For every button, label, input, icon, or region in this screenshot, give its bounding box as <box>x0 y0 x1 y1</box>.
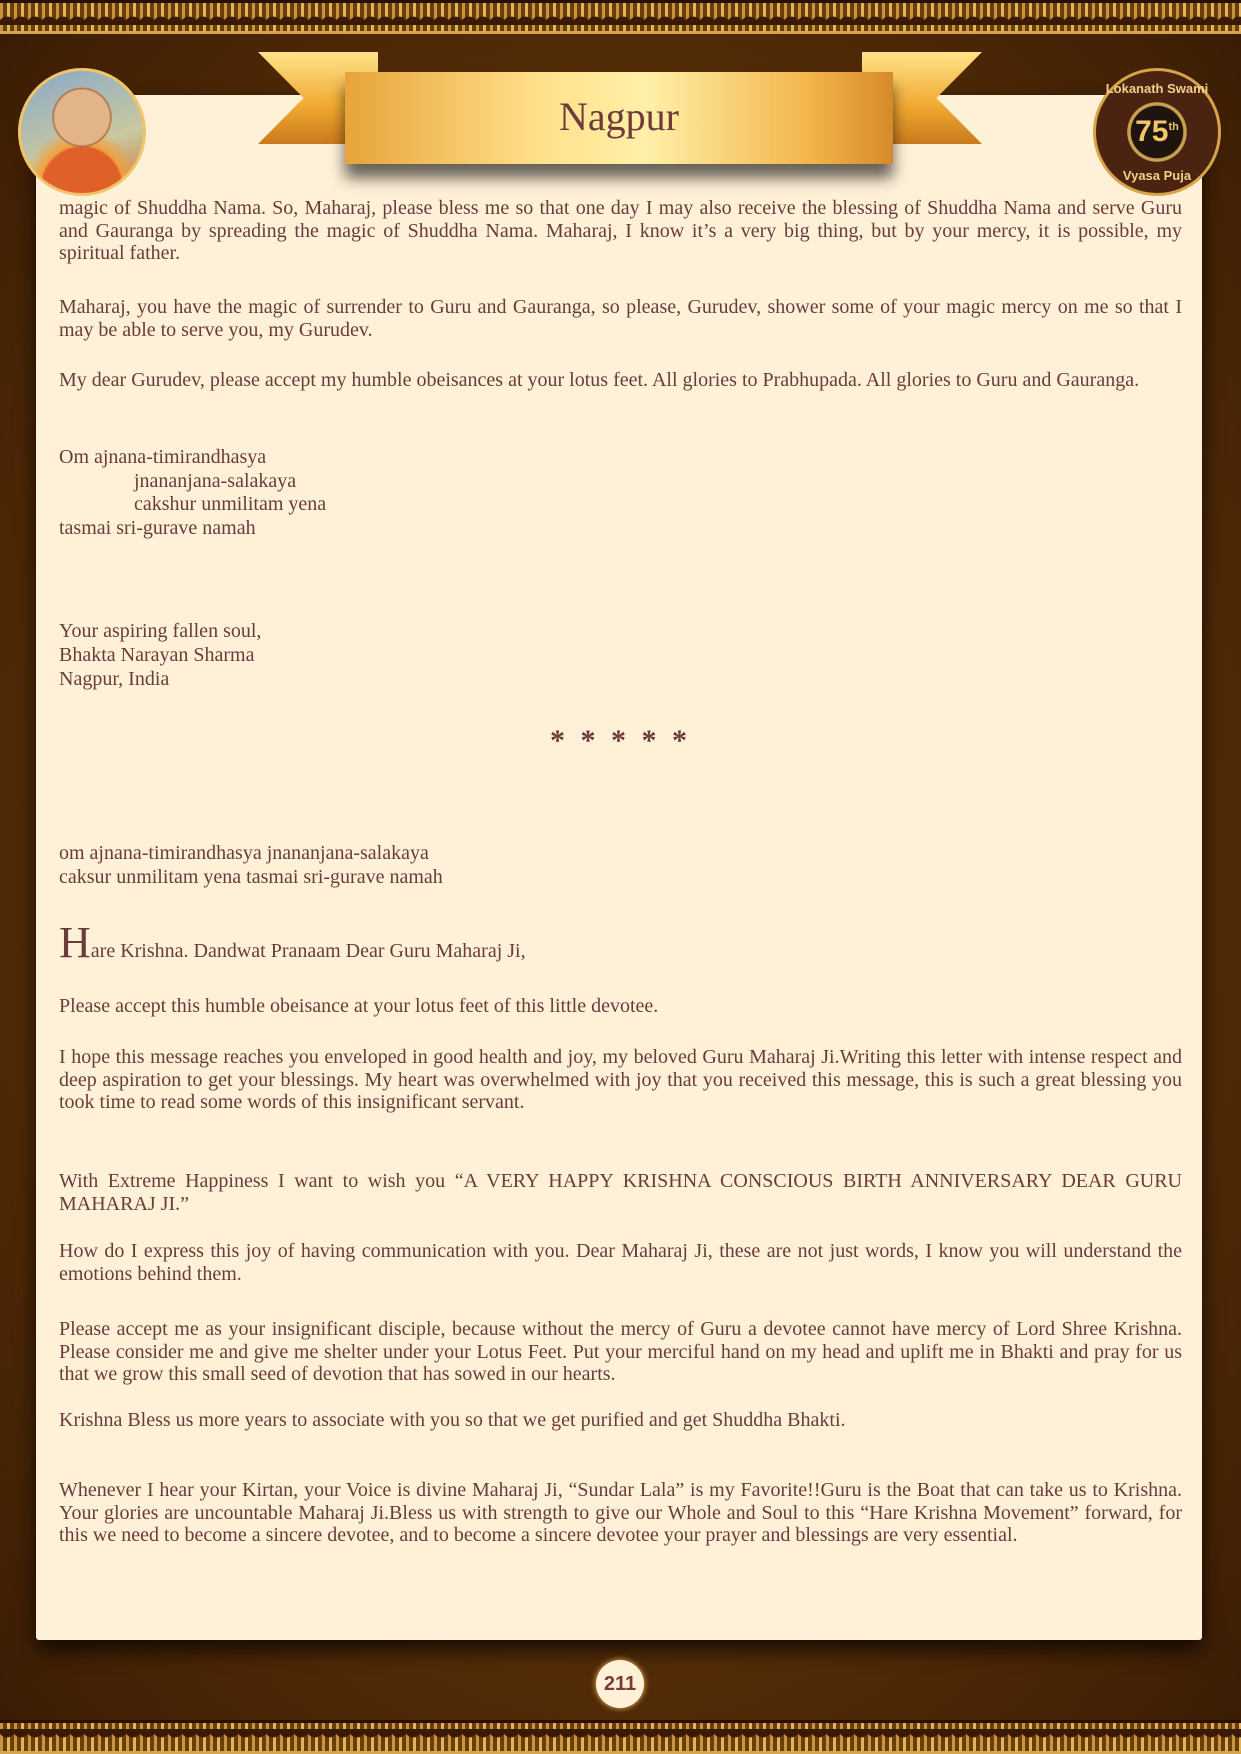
signature-location: Nagpur, India <box>59 668 170 690</box>
signature <box>59 619 1182 691</box>
vyasa-puja-75th-seal-logo <box>1093 68 1221 196</box>
greeting <box>59 918 1182 967</box>
paragraph: Maharaj, you have the magic of surrender to Guru and Gauranga, so please, Gurudev, shower some of your magic mercy on me so that I may be able to serve you, my Gurudev. <box>59 296 1182 341</box>
verse-line: cakshur unmilitam yena <box>134 493 327 515</box>
greeting-text: are Krishna. Dandwat Pranaam Dear Guru Maharaj Ji, <box>90 940 526 962</box>
title-banner <box>345 72 893 164</box>
seal-top-text: Lokanath Swami <box>1105 81 1209 96</box>
page-title: Nagpur <box>559 94 679 139</box>
verse <box>59 446 1182 540</box>
decorative-border-bottom <box>0 1720 1241 1754</box>
verse <box>59 841 1182 889</box>
page-number: 211 <box>596 1660 644 1708</box>
paragraph: How do I express this joy of having communication with you. Dear Maharaj Ji, these are not just words, I know you will understand the emotions behind them. <box>59 1240 1182 1285</box>
verse-line: Om ajnana-timirandhasya <box>59 446 267 468</box>
drop-cap: H <box>59 918 91 967</box>
verse-line: jnananjana-salakaya <box>134 469 297 492</box>
paragraph: Krishna Bless us more years to associate with you so that we get purified and get Shuddha Bhakti. <box>59 1409 846 1431</box>
paragraph: I hope this message reaches you enveloped in good health and joy, my beloved Guru Maharaj Ji.Writing this letter with intense respect and deep aspiration to get your blessings. My heart was overwhelmed with joy that you received this message, this is such a great blessing you took time to read some words of this insignificant servant. <box>59 1046 1182 1113</box>
paragraph: Whenever I hear your Kirtan, your Voice is divine Maharaj Ji, “Sundar Lala” is my Favorite!!Guru is the Boat that can take us to Krishna. Your glories are uncountable Maharaj Ji.Bless us with strength to give our Whole and Soul to this “Hare Krishna Movement” forward, for this we need to become a sincere devotee, and to become a sincere devotee your prayer and blessings are very essential. <box>59 1479 1182 1546</box>
paragraph: My dear Gurudev, please accept my humble obeisances at your lotus feet. All glories to Prabhupada. All glories to Guru and Gauranga. <box>59 369 1140 391</box>
seal-number: 75th <box>1135 115 1179 148</box>
section-separator: * * * * * <box>550 724 691 757</box>
guru-portrait-image <box>18 68 146 196</box>
signature-line: Your aspiring fallen soul, <box>59 620 262 642</box>
verse-line: tasmai sri-gurave namah <box>59 516 256 539</box>
paragraph: With Extreme Happiness I want to wish you “A VERY HAPPY KRISHNA CONSCIOUS BIRTH ANNIVERSARY DEAR GURU MAHARAJ JI.” <box>59 1170 1182 1215</box>
paragraph: magic of Shuddha Nama. So, Maharaj, please bless me so that one day I may also receive the blessing of Shuddha Nama and serve Guru and Gauranga by spreading the magic of Shuddha Nama. Maharaj, I know it’s a very big thing, but by your mercy, it is possible, my spiritual father. <box>59 197 1182 264</box>
paragraph: Please accept this humble obeisance at your lotus feet of this little devotee. <box>59 995 659 1017</box>
paragraph: Please accept me as your insignificant disciple, because without the mercy of Guru a devotee cannot have mercy of Lord Shree Krishna. Please consider me and give me shelter under your Lotus Feet. Put your merciful hand on my head and uplift me in Bhakti and pray for us that we grow this small seed of devotion that has sowed in our hearts. <box>59 1318 1182 1385</box>
verse-line: om ajnana-timirandhasya jnananjana-salakaya <box>59 842 429 864</box>
verse-line: caksur unmilitam yena tasmai sri-gurave namah <box>59 866 443 888</box>
seal-bottom-text: Vyasa Puja <box>1122 168 1192 183</box>
decorative-border-top <box>0 0 1241 34</box>
signature-name: Bhakta Narayan Sharma <box>59 644 255 666</box>
